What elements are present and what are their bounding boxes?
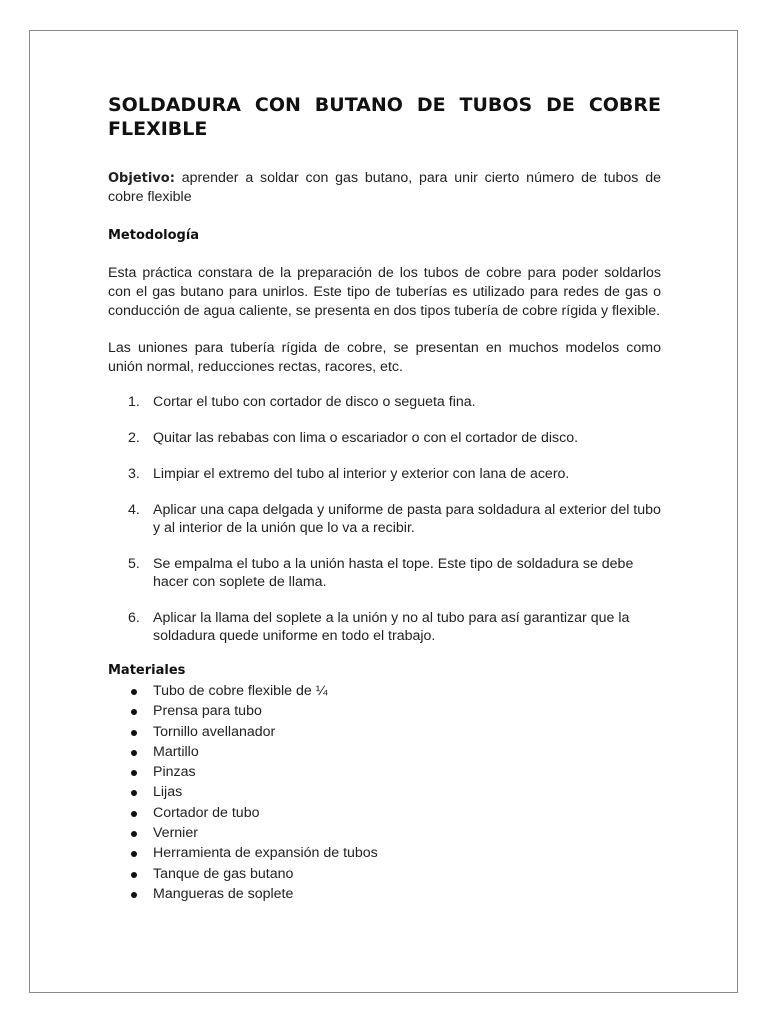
- step-text: Limpiar el extremo del tubo al interior y exterior con lana de acero.: [153, 466, 570, 482]
- material-text: Herramienta de expansión de tubos: [153, 845, 378, 862]
- bullet-icon: [131, 831, 137, 837]
- bullet-icon: [131, 730, 137, 736]
- methodology-paragraph-1: Esta práctica constara de la preparación de los tubos de cobre para poder soldarlos con el gas butano para unirlos. Este tipo de tuberías es utilizado para redes de gas o conducción de agua caliente, se presenta en dos tipos tubería de cobre rígida y flexible.: [108, 265, 661, 319]
- material-text: Tornillo avellanador: [153, 723, 276, 740]
- steps-list: [108, 393, 661, 645]
- bullet-icon: [131, 750, 137, 756]
- objective-label: Objetivo:: [108, 171, 175, 186]
- step-item: [108, 465, 661, 483]
- bullet-icon: [131, 709, 137, 715]
- step-number: 4.: [128, 502, 140, 518]
- material-text: Pinzas: [153, 764, 196, 781]
- step-item: [108, 555, 661, 591]
- material-item: [108, 884, 661, 904]
- step-text: Se empalma el tubo a la unión hasta el tope. Este tipo de soldadura se debe hacer con soplete de llama.: [153, 556, 634, 590]
- material-text: Martillo: [153, 743, 199, 760]
- material-item: [108, 701, 661, 721]
- document-title: SOLDADURA CON BUTANO DE TUBOS DE COBRE FLEXIBLE: [108, 94, 661, 140]
- material-item: [108, 782, 661, 802]
- material-item: [108, 722, 661, 742]
- methodology-paragraph-2: Las uniones para tubería rígida de cobre, se presentan en muchos modelos como unión normal, reducciones rectas, racores, etc.: [108, 340, 661, 375]
- objective-text: aprender a soldar con gas butano, para unir cierto número de tubos de cobre flexible: [108, 170, 661, 205]
- material-text: Vernier: [153, 825, 198, 842]
- step-text: Cortar el tubo con cortador de disco o segueta fina.: [153, 394, 476, 410]
- material-item: [108, 823, 661, 843]
- bullet-icon: [131, 770, 137, 776]
- step-item: [108, 609, 661, 645]
- step-item: [108, 501, 661, 537]
- bullet-icon: [131, 811, 137, 817]
- step-item: [108, 429, 661, 447]
- material-text: Cortador de tubo: [153, 804, 260, 821]
- materials-heading: Materiales: [108, 663, 186, 678]
- step-text: Quitar las rebabas con lima o escariador o con el cortador de disco.: [153, 430, 579, 446]
- materials-list: [108, 681, 661, 904]
- material-item: [108, 803, 661, 823]
- bullet-icon: [131, 872, 137, 878]
- bullet-icon: [131, 790, 137, 796]
- material-item: [108, 864, 661, 884]
- material-text: Mangueras de soplete: [153, 885, 294, 902]
- document-page: [29, 30, 738, 993]
- material-text: Lijas: [153, 784, 183, 801]
- bullet-icon: [131, 892, 137, 898]
- step-number: 6.: [128, 610, 140, 626]
- step-text: Aplicar una capa delgada y uniforme de pasta para soldadura al exterior del tubo y al interior de la unión que lo va a recibir.: [153, 502, 661, 536]
- material-item: [108, 742, 661, 762]
- material-item: [108, 843, 661, 863]
- methodology-heading: Metodología: [108, 228, 200, 243]
- material-text: Tubo de cobre flexible de ¼: [153, 683, 328, 699]
- objective-paragraph: [108, 169, 661, 207]
- material-item: [108, 762, 661, 782]
- step-number: 3.: [128, 466, 140, 482]
- bullet-icon: [131, 851, 137, 857]
- step-number: 2.: [128, 430, 140, 446]
- step-number: 5.: [128, 556, 140, 572]
- step-item: [108, 393, 661, 411]
- material-text: Tanque de gas butano: [153, 865, 294, 882]
- document-content: [108, 93, 661, 904]
- material-item: [108, 681, 661, 701]
- step-text: Aplicar la llama del soplete a la unión y no al tubo para así garantizar que la soldadura quede uniforme en todo el trabajo.: [153, 610, 630, 644]
- step-number: 1.: [128, 394, 140, 410]
- bullet-icon: [131, 689, 137, 695]
- material-text: Prensa para tubo: [153, 703, 262, 720]
